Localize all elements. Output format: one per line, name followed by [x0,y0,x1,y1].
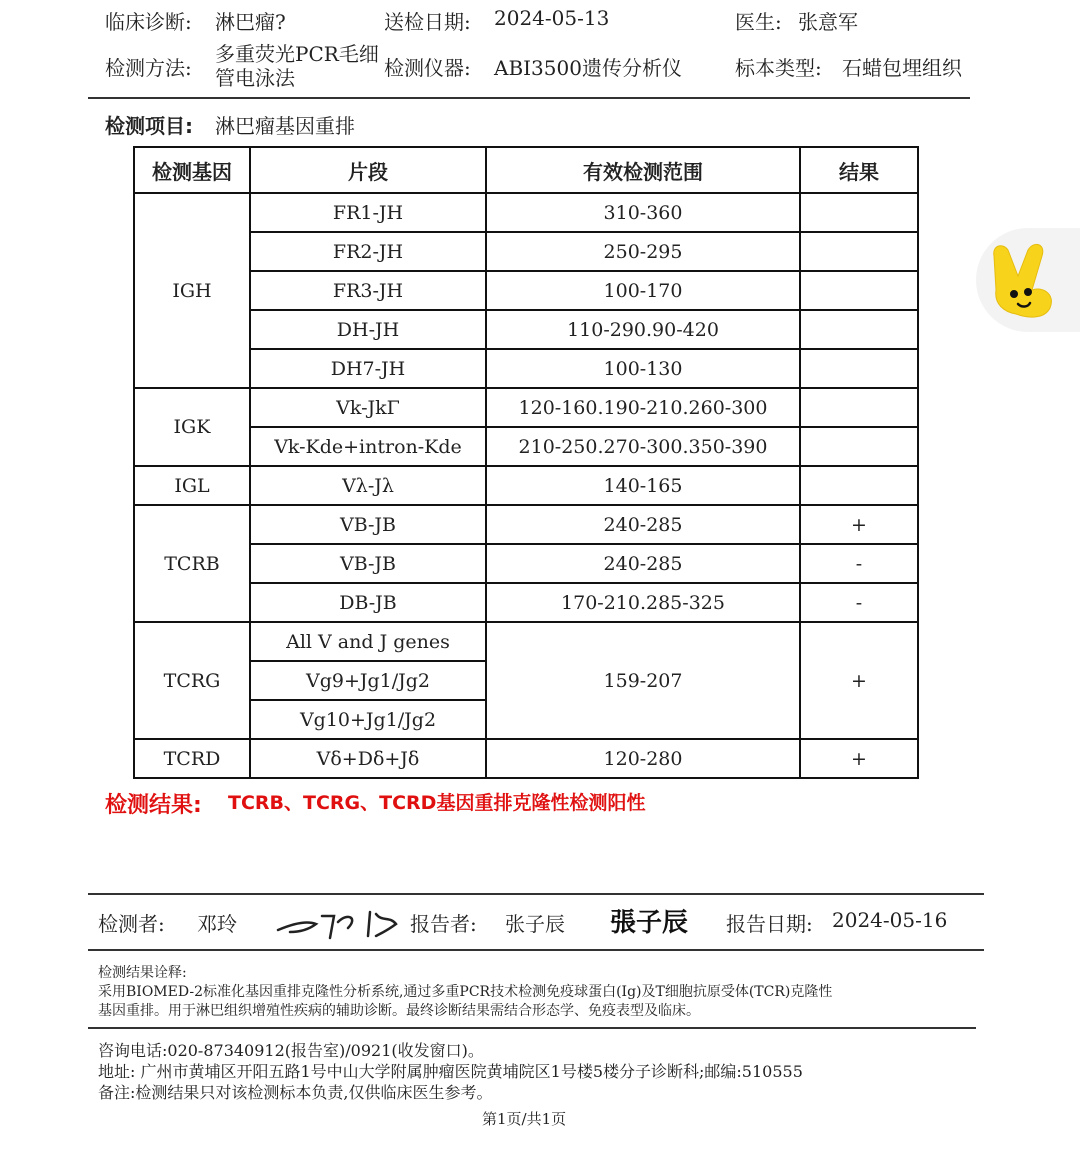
segment-cell: Vg10+Jg1/Jg2 [250,700,486,739]
conclusion-label: 检测结果: [105,793,202,818]
segment-cell: FR1-JH [250,193,486,232]
result-cell [800,193,918,232]
interpretation-line1: 采用BIOMED-2标准化基因重排克隆性分析系统,通过多重PCR技术检测免疫球蛋白(Ig)及T细胞抗原受体(TCR)克隆性 [98,984,833,1000]
instrument-value: ABI3500遗传分析仪 [494,56,682,80]
table-row [134,427,918,466]
table-row [134,232,918,271]
tester-signature [272,902,402,942]
reporter-label: 报告者: [410,912,477,936]
header-divider [88,97,970,99]
table-row [134,466,918,505]
sample-label: 标本类型: [735,56,822,80]
sample-value: 石蜡包埋组织 [842,56,962,80]
method-value-line2: 管电泳法 [215,66,295,90]
gene-cell: IGL [134,466,250,505]
reporter-name: 张子辰 [505,912,565,936]
range-cell: 240-285 [486,505,800,544]
table-row [134,349,918,388]
table-row [134,271,918,310]
gene-cell: IGK [134,388,250,466]
mascot-icon [976,228,1080,332]
result-cell [800,427,918,466]
report-date-label: 报告日期: [726,912,813,936]
date-label: 送检日期: [384,10,471,34]
reporter-signature: 張子辰 [610,908,689,938]
range-cell: 250-295 [486,232,800,271]
diagnosis-label: 临床诊断: [105,10,192,34]
result-cell: - [800,544,918,583]
segment-cell: DH7-JH [250,349,486,388]
gene-cell: TCRB [134,505,250,622]
signature-top-divider [88,893,984,895]
segment-cell: Vk-JkΓ [250,388,486,427]
result-cell: - [800,583,918,622]
segment-cell: All V and J genes [250,622,486,661]
tester-label: 检测者: [98,912,165,936]
result-cell: + [800,622,918,739]
table-header-row [134,147,918,193]
conclusion-value: TCRB、TCRG、TCRD基因重排克隆性检测阳性 [228,792,646,814]
project-label: 检测项目: [105,114,193,138]
segment-cell: Vδ+Dδ+Jδ [250,739,486,778]
table-row [134,193,918,232]
gene-cell: TCRG [134,622,250,739]
result-cell [800,310,918,349]
table-row [134,583,918,622]
signature-bottom-divider [88,949,984,951]
report-date-value: 2024-05-16 [832,908,948,932]
interpretation-line2: 基因重排。用于淋巴组织增殖性疾病的辅助诊断。最终诊断结果需结合形态学、免疫表型及临床。 [98,1003,700,1019]
floating-assistant-button[interactable] [976,228,1080,332]
header-range: 有效检测范围 [486,147,800,193]
segment-cell: Vg9+Jg1/Jg2 [250,661,486,700]
segment-cell: DB-JB [250,583,486,622]
project-value: 淋巴瘤基因重排 [215,114,355,138]
gene-rearrangement-table [133,146,919,779]
result-cell [800,349,918,388]
result-cell: + [800,505,918,544]
result-cell [800,466,918,505]
tester-name: 邓玲 [197,912,237,936]
range-cell: 100-170 [486,271,800,310]
table-row [134,388,918,427]
header-gene: 检测基因 [134,147,250,193]
footer-address: 地址: 广州市黄埔区开阳五路1号中山大学附属肿瘤医院黄埔院区1号楼5楼分子诊断科;邮编:510555 [98,1062,803,1081]
interpretation-title: 检测结果诠释: [98,965,187,981]
result-cell [800,388,918,427]
diagnosis-value: 淋巴瘤? [215,10,286,34]
table-row [134,310,918,349]
segment-cell: Vλ-Jλ [250,466,486,505]
table-row [134,622,918,661]
range-cell: 140-165 [486,466,800,505]
range-cell: 120-280 [486,739,800,778]
segment-cell: DH-JH [250,310,486,349]
table-row [134,739,918,778]
method-label: 检测方法: [105,56,192,80]
date-value: 2024-05-13 [494,6,610,30]
range-cell: 110-290.90-420 [486,310,800,349]
doctor-value: 张意军 [798,10,858,34]
range-cell: 240-285 [486,544,800,583]
segment-cell: Vk-Kde+intron-Kde [250,427,486,466]
instrument-label: 检测仪器: [384,56,471,80]
header-segment: 片段 [250,147,486,193]
segment-cell: FR3-JH [250,271,486,310]
table-row [134,544,918,583]
range-cell: 100-130 [486,349,800,388]
segment-cell: FR2-JH [250,232,486,271]
doctor-label: 医生: [735,10,782,34]
segment-cell: VB-JB [250,505,486,544]
footer-divider [88,1027,976,1029]
range-cell: 170-210.285-325 [486,583,800,622]
result-cell [800,232,918,271]
table-row [134,505,918,544]
segment-cell: VB-JB [250,544,486,583]
result-cell [800,271,918,310]
header-result: 结果 [800,147,918,193]
footer-phone: 咨询电话:020-87340912(报告室)/0921(收发窗口)。 [98,1041,484,1060]
method-value-line1: 多重荧光PCR毛细 [215,42,379,66]
result-cell: + [800,739,918,778]
range-cell: 210-250.270-300.350-390 [486,427,800,466]
range-cell: 120-160.190-210.260-300 [486,388,800,427]
gene-cell: TCRD [134,739,250,778]
gene-cell: IGH [134,193,250,388]
page-number: 第1页/共1页 [482,1110,567,1128]
range-cell: 159-207 [486,622,800,739]
range-cell: 310-360 [486,193,800,232]
footer-remark: 备注:检测结果只对该检测标本负责,仅供临床医生参考。 [98,1083,493,1102]
